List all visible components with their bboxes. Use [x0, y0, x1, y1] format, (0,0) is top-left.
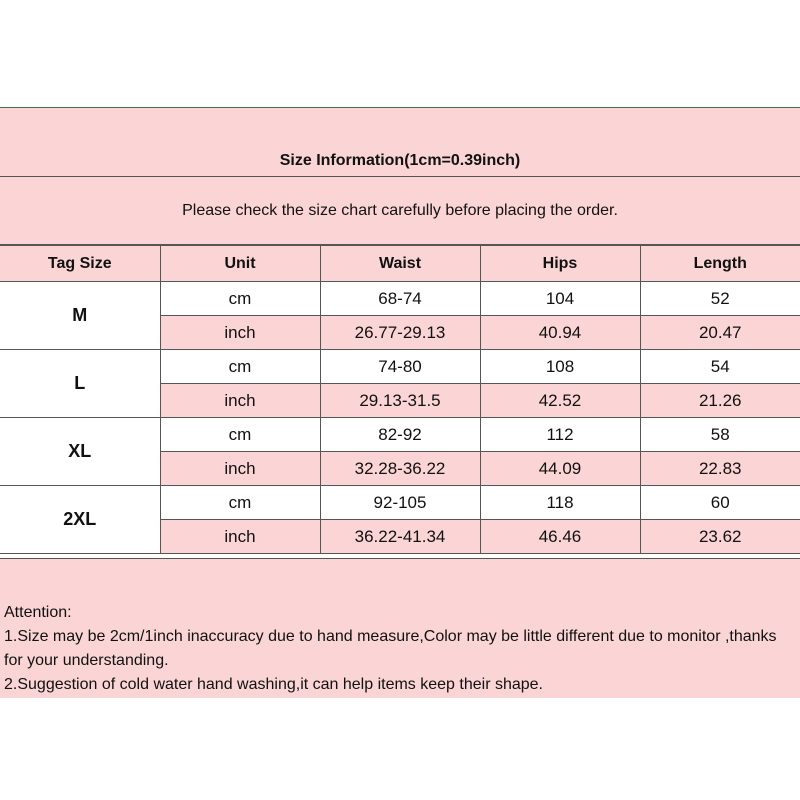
unit-cell: cm — [160, 350, 320, 384]
unit-cell: inch — [160, 316, 320, 350]
hips-cell: 118 — [480, 486, 640, 520]
size-info-title-text: Size Information(1cm=0.39inch) — [279, 152, 521, 169]
table-row — [0, 418, 800, 452]
header-unit: Unit — [160, 246, 320, 282]
attention-notes — [0, 558, 800, 698]
table-header-row — [0, 246, 800, 282]
waist-cell: 29.13-31.5 — [320, 384, 480, 418]
hips-cell: 46.46 — [480, 520, 640, 554]
size-table — [0, 245, 800, 554]
order-notice — [0, 177, 800, 245]
unit-cell: inch — [160, 520, 320, 554]
length-cell: 21.26 — [640, 384, 800, 418]
tag-size-cell: 2XL — [0, 486, 160, 554]
unit-cell: cm — [160, 486, 320, 520]
tag-size-cell: XL — [0, 418, 160, 486]
waist-cell: 26.77-29.13 — [320, 316, 480, 350]
hips-cell: 104 — [480, 282, 640, 316]
table-row — [0, 486, 800, 520]
size-info-title — [0, 108, 800, 177]
length-cell: 52 — [640, 282, 800, 316]
order-notice-text: Please check the size chart carefully before placing the order. — [182, 201, 618, 219]
table-row — [0, 282, 800, 316]
attention-heading: Attention: — [4, 604, 72, 621]
length-cell: 23.62 — [640, 520, 800, 554]
hips-cell: 40.94 — [480, 316, 640, 350]
waist-cell: 82-92 — [320, 418, 480, 452]
waist-cell: 68-74 — [320, 282, 480, 316]
header-waist: Waist — [320, 246, 480, 282]
table-row — [0, 350, 800, 384]
unit-cell: cm — [160, 418, 320, 452]
tag-size-cell: L — [0, 350, 160, 418]
waist-cell: 74-80 — [320, 350, 480, 384]
header-length: Length — [640, 246, 800, 282]
waist-cell: 36.22-41.34 — [320, 520, 480, 554]
attention-line-2: 2.Suggestion of cold water hand washing,it can help items keep their shape. — [4, 676, 543, 693]
unit-cell: inch — [160, 452, 320, 486]
tag-size-cell: M — [0, 282, 160, 350]
waist-cell: 32.28-36.22 — [320, 452, 480, 486]
length-cell: 60 — [640, 486, 800, 520]
hips-cell: 44.09 — [480, 452, 640, 486]
hips-cell: 112 — [480, 418, 640, 452]
attention-line-1: 1.Size may be 2cm/1inch inaccuracy due to hand measure,Color may be little different due to monitor ,thanks for your understanding. — [4, 628, 777, 669]
unit-cell: cm — [160, 282, 320, 316]
length-cell: 58 — [640, 418, 800, 452]
hips-cell: 42.52 — [480, 384, 640, 418]
size-chart-sheet — [0, 107, 800, 698]
length-cell: 54 — [640, 350, 800, 384]
length-cell: 22.83 — [640, 452, 800, 486]
length-cell: 20.47 — [640, 316, 800, 350]
hips-cell: 108 — [480, 350, 640, 384]
header-hips: Hips — [480, 246, 640, 282]
waist-cell: 92-105 — [320, 486, 480, 520]
header-tag-size: Tag Size — [0, 246, 160, 282]
unit-cell: inch — [160, 384, 320, 418]
